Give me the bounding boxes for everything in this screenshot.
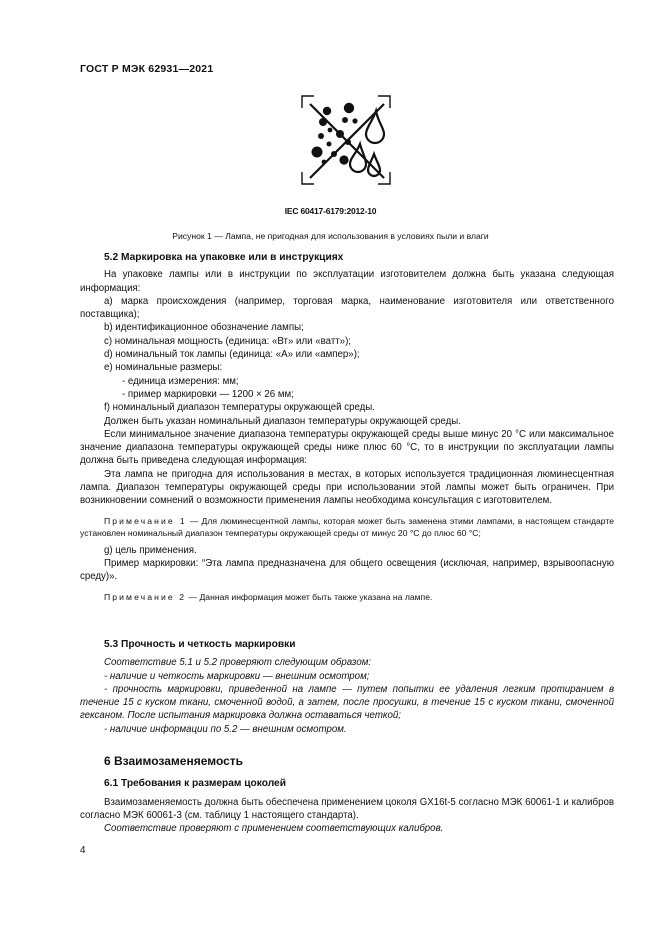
sub-list-item: - единица измерения: мм; [122,375,239,387]
list-item: d) номинальный ток лампы (единица: «А» или «ампер»); [104,349,360,361]
section-5-3-heading: 5.3 Прочность и четкость маркировки [104,639,296,650]
list-item: a) марка происхождения (например, торговая марка, наименование изготовителя или ответственного поставщика); [80,295,614,321]
section-5-2 [80,251,614,603]
iec-symbol-graphic [300,94,392,186]
paragraph: На упаковке лампы или в инструкции по эксплуатации изготовителем должна быть указана следующая информация: [80,269,614,294]
section-6-heading: 6 Взаимозаменяемость [104,754,244,768]
paragraph: Должен быть указан номинальный диапазон температуры окружающей среды. [104,415,461,427]
page-number: 4 [80,845,86,856]
paragraph: Пример маркировки: “Эта лампа предназначена для общего освещения (исключая, например, взрывоопасную среду)». [80,557,614,583]
list-item: - наличие и четкость маркировки — внешним осмотром; [104,670,370,682]
note-2 [80,591,614,603]
list-item: - наличие информации по 5.2 — внешним осмотром. [104,723,347,735]
list-item: b) идентификационное обозначение лампы; [104,322,304,334]
section-5-3 [80,638,614,736]
note-1 [80,515,614,539]
paragraph: Если минимальное значение диапазона температуры окружающей среды выше минус 20 °С или максимальное значение диапазона температуры окружающей среды ниже плюс 60 °С, то в инструкции по эксплуатации лампы должна быть приведена следующая информация: [80,428,614,467]
list-item: c) номинальная мощность (единица: «Вт» или «ватт»); [104,335,351,347]
paragraph: Эта лампа не пригодна для использования в местах, в которых используется традиционная люминесцентная лампа. Диапазон температуры окружающей среды при использовании этой лампы может быть ограничен. При возникновении сомнений о возможности применения лампы необходима консультация с изготовителем. [80,468,614,507]
section-5-2-heading: 5.2 Маркировка на упаковке или в инструкциях [104,252,344,263]
paragraph: Взаимозаменяемость должна быть обеспечена применением цоколя GX16t-5 согласно МЭК 60061-1 и калибров согласно МЭК 60061-3 (см. таблицу 1 настоящего стандарта). [80,796,614,821]
document-header: ГОСТ Р МЭК 62931—2021 [80,63,214,75]
note-text: — Для люминесцентной лампы, которая может быть заменена этими лампами, в настоящем стандарте установлен номинальный диапазон температуры окружающей среды от минус 20 °С до плюс 60 °С; [80,515,614,538]
dust-water-prohibited-symbol [300,94,392,186]
sub-list-item: - пример маркировки — 1200 × 26 мм; [122,388,294,400]
section-6-1-heading: 6.1 Требования к размерам цоколей [104,778,286,790]
paragraph: Соответствие 5.1 и 5.2 проверяют следующим образом: [104,657,372,669]
list-item: - прочность маркировки, приведенной на лампе — путем попытки ее удаления легким протиранием в течение 15 с куском ткани, смоченной водой, а затем, после просушки, в течение 15 с куском ткани, смоченной гексаном. После испытания маркировка должна оставаться четкой; [80,683,614,722]
paragraph: Соответствие проверяют с применением соответствующих калибров. [104,823,444,835]
figure-caption: Рисунок 1 — Лампа, не пригодная для использования в условиях пыли и влаги [172,231,489,241]
figure-code: IEC 60417-6179:2012-10 [284,206,377,216]
note-label: Примечание 1 [104,515,187,526]
section-6 [80,755,614,835]
note-label: Примечание 2 [104,591,187,602]
note-text: — Данная информация может быть также указана на лампе. [186,591,433,602]
list-item: g) цель применения. [104,544,197,556]
list-item: e) номинальные размеры: [104,362,223,374]
list-item: f) номинальный диапазон температуры окружающей среды. [104,402,375,414]
